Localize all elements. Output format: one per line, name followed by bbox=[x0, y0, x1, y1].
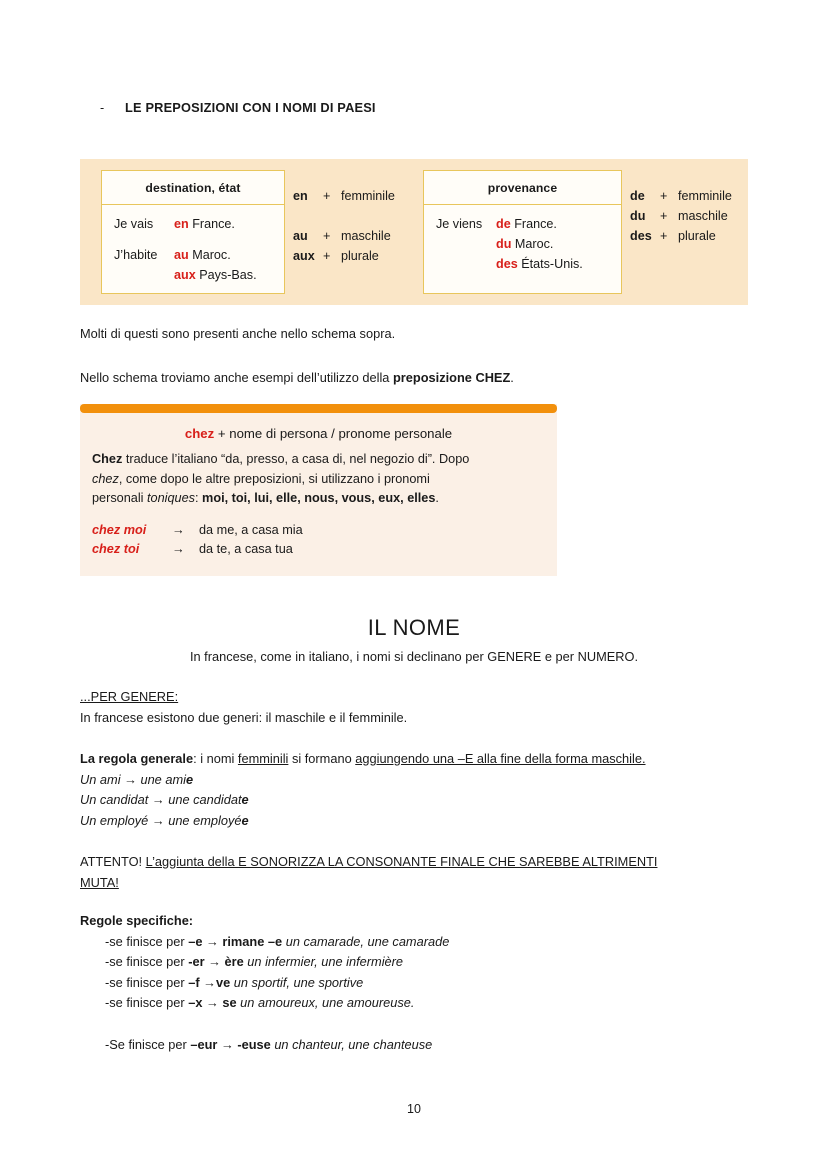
section-heading-title: LE PREPOSIZIONI CON I NOMI DI PAESI bbox=[125, 100, 376, 115]
chez-example-italian: da te, a casa tua bbox=[199, 542, 293, 556]
chez-body-pronouns: moi, toi, lui, elle, nous, vous, eux, elles bbox=[202, 491, 436, 505]
row-rest: France. bbox=[514, 217, 557, 231]
row-rest: Maroc. bbox=[192, 248, 231, 262]
row-rest: Maroc. bbox=[514, 237, 554, 251]
regola-example-suffix: e bbox=[185, 771, 194, 787]
paragraph-schema-sopra: Molti di questi sono presenti anche nello schema sopra. bbox=[80, 326, 396, 341]
regola-example-row bbox=[80, 790, 646, 811]
table-row bbox=[436, 234, 621, 254]
regole-item-pre: -se finisce per bbox=[105, 954, 189, 969]
chez-callout bbox=[80, 404, 557, 576]
legend-gender: plurale bbox=[678, 229, 716, 243]
attento-line-1 bbox=[80, 852, 740, 873]
legend-preposition: de bbox=[630, 189, 645, 203]
legend-gender: femminile bbox=[678, 189, 732, 203]
row-keyword: des bbox=[496, 257, 518, 271]
legend-plus: + bbox=[660, 189, 668, 203]
legend-gender: maschile bbox=[678, 209, 728, 223]
row-spacer bbox=[114, 234, 284, 245]
genere-line: In francese esistono due generi: il maschile e il femminile. bbox=[80, 709, 408, 725]
legend-plus: + bbox=[323, 229, 331, 243]
regola-example-left: Un candidat bbox=[80, 792, 152, 807]
regole-item-pre: -se finisce per bbox=[105, 995, 189, 1010]
provenance-legend bbox=[630, 186, 732, 246]
regole-item-ending: –e bbox=[188, 933, 203, 949]
row-keyword: du bbox=[496, 237, 512, 251]
row-subject: Je viens bbox=[436, 217, 483, 231]
paragraph-chez-intro bbox=[80, 369, 514, 386]
destination-table bbox=[101, 170, 285, 294]
destination-table-body bbox=[102, 205, 284, 285]
arrow-right-icon: → bbox=[172, 522, 185, 537]
section-heading bbox=[100, 100, 376, 115]
arrow-right-icon: → bbox=[172, 542, 185, 556]
regole-item bbox=[80, 952, 449, 973]
legend-gender: femminile bbox=[341, 189, 395, 203]
regole-item-pre: -se finisce per bbox=[105, 933, 189, 949]
regole-item bbox=[80, 932, 449, 953]
legend-preposition: des bbox=[630, 229, 652, 243]
regole-item-result: rimane –e bbox=[222, 933, 283, 949]
regola-example-suffix: e bbox=[241, 812, 249, 828]
regole-item-example: un camarade, une camarade bbox=[285, 933, 450, 949]
row-subject bbox=[436, 234, 496, 254]
chez-example-row bbox=[92, 540, 545, 560]
arrow-right-icon: → bbox=[124, 771, 137, 787]
regole-item-last bbox=[80, 1035, 432, 1056]
page-title: IL NOME bbox=[367, 615, 461, 640]
regole-item-example: un amoureux, une amoureuse. bbox=[240, 995, 415, 1010]
arrow-right-icon: → bbox=[203, 974, 216, 990]
legend-plus: + bbox=[323, 249, 331, 263]
page-number: 10 bbox=[407, 1102, 421, 1116]
regole-specifiche-section bbox=[80, 911, 449, 1014]
chez-body-l2-italic: chez bbox=[92, 471, 119, 486]
regole-item-result: se bbox=[222, 995, 237, 1010]
arrow-right-icon: → bbox=[151, 812, 165, 828]
row-rest: Pays-Bas. bbox=[199, 268, 257, 282]
regola-underline-1: femminili bbox=[237, 751, 289, 766]
regola-lead-bold: La regola generale bbox=[80, 751, 194, 766]
page-subtitle: In francese, come in italiano, i nomi si declinano per GENERE e per NUMERO. bbox=[189, 649, 639, 664]
legend-line bbox=[293, 186, 395, 206]
chez-keyword: chez bbox=[184, 426, 215, 441]
regola-example-right: une ami bbox=[136, 771, 186, 787]
row-keyword: de bbox=[496, 217, 511, 231]
chez-example-italian: da me, a casa mia bbox=[199, 522, 303, 537]
legend-line bbox=[630, 186, 732, 206]
paragraph-chez-intro-post: . bbox=[510, 370, 514, 385]
provenance-table-header: provenance bbox=[424, 171, 621, 205]
row-keyword: au bbox=[174, 248, 189, 262]
legend-spacer bbox=[293, 206, 395, 226]
arrow-right-icon: → bbox=[208, 954, 221, 969]
attento-underlined-1: L’aggiunta della E SONORIZZA LA CONSONANTE FINALE CHE SAREBBE ALTRIMENTI bbox=[145, 854, 658, 869]
chez-callout-body bbox=[80, 450, 557, 509]
chez-body-l2: , come dopo le altre preposizioni, si utilizzano i pronomi bbox=[118, 471, 430, 486]
regole-item-pre: -Se finisce per bbox=[105, 1037, 191, 1052]
table-row bbox=[436, 254, 621, 274]
regole-item-example: un chanteur, une chanteuse bbox=[274, 1037, 433, 1052]
destination-legend bbox=[293, 186, 395, 266]
regola-example-row bbox=[80, 811, 646, 832]
regole-item-example: un infermier, une infermière bbox=[247, 954, 404, 969]
regole-item-ending: –f bbox=[188, 974, 200, 990]
chez-body-line-1 bbox=[92, 450, 545, 470]
legend-preposition: en bbox=[293, 189, 308, 203]
regola-mid-2: si formano bbox=[288, 751, 356, 766]
legend-line bbox=[293, 226, 395, 246]
regola-underline-2: aggiungendo una –E alla fine della forma maschile. bbox=[355, 751, 646, 766]
regole-item-result: ve bbox=[215, 974, 231, 990]
regola-example-left: Un employé bbox=[80, 812, 152, 828]
regole-item bbox=[80, 993, 449, 1014]
chez-title-rest: + nome di persona / pronome personale bbox=[214, 426, 453, 441]
chez-body-l3-italic: toniques bbox=[147, 491, 195, 505]
paragraph-chez-intro-bold: preposizione CHEZ bbox=[392, 370, 511, 385]
regola-example-right: une employé bbox=[164, 812, 242, 828]
row-subject: Je vais bbox=[114, 217, 154, 231]
arrow-right-icon: → bbox=[206, 933, 219, 949]
arrow-right-icon: → bbox=[151, 792, 165, 807]
regole-specifiche-heading: Regole specifiche: bbox=[80, 913, 194, 928]
legend-gender: plurale bbox=[341, 249, 379, 263]
legend-line bbox=[293, 246, 395, 266]
legend-plus: + bbox=[323, 189, 331, 203]
genere-heading: ...PER GENERE: bbox=[80, 689, 179, 704]
chez-body-l3-mid: : bbox=[194, 491, 203, 505]
legend-line bbox=[630, 226, 732, 246]
legend-gender: maschile bbox=[341, 229, 391, 243]
table-row bbox=[114, 245, 284, 265]
chez-example-french: chez toi bbox=[92, 542, 140, 556]
chez-examples bbox=[80, 509, 557, 576]
regola-generale-lead bbox=[80, 749, 646, 770]
regole-item-result: -euse bbox=[237, 1037, 271, 1052]
table-row bbox=[114, 265, 284, 285]
chez-body-l3-post: . bbox=[435, 491, 439, 505]
provenance-table bbox=[423, 170, 622, 294]
legend-preposition: aux bbox=[293, 249, 315, 263]
table-row bbox=[436, 214, 621, 234]
legend-plus: + bbox=[660, 209, 668, 223]
regola-example-row bbox=[80, 770, 646, 791]
regole-item-result: ère bbox=[224, 954, 244, 969]
chez-example-french: chez moi bbox=[92, 522, 147, 537]
prepositions-band bbox=[80, 159, 748, 305]
chez-callout-title bbox=[80, 413, 557, 450]
chez-body-line-2 bbox=[92, 470, 545, 490]
regole-item bbox=[80, 973, 449, 994]
table-row bbox=[114, 214, 284, 234]
chez-example-row bbox=[92, 521, 545, 541]
chez-body-l3-pre: personali bbox=[92, 491, 148, 505]
paragraph-chez-intro-pre: Nello schema troviamo anche esempi dell’utilizzo della bbox=[80, 370, 393, 385]
legend-preposition: au bbox=[293, 229, 308, 243]
attento-prefix: ATTENTO! bbox=[80, 854, 146, 869]
regole-item-example: un sportif, une sportive bbox=[233, 974, 364, 990]
genere-section bbox=[80, 687, 407, 728]
row-rest: France. bbox=[192, 217, 235, 231]
destination-table-header: destination, état bbox=[102, 171, 284, 205]
attento-underlined-2: MUTA! bbox=[80, 874, 119, 890]
chez-body-bold: Chez bbox=[92, 452, 123, 466]
row-keyword: aux bbox=[174, 268, 196, 282]
row-subject bbox=[436, 254, 496, 274]
regola-example-left: Un ami bbox=[80, 771, 125, 787]
chez-body-l1: traduce l’italiano “da, presso, a casa di, nel negozio di”. Dopo bbox=[122, 452, 470, 466]
regola-lead-mid: : i nomi bbox=[193, 751, 238, 766]
regole-item-pre: -se finisce per bbox=[105, 974, 189, 990]
row-rest: États-Unis. bbox=[521, 257, 583, 271]
row-subject: J’habite bbox=[114, 248, 158, 262]
arrow-right-icon: → bbox=[220, 1037, 234, 1052]
arrow-right-icon: → bbox=[206, 995, 219, 1010]
regola-generale-section bbox=[80, 749, 646, 831]
legend-preposition: du bbox=[630, 209, 646, 223]
chez-body-line-3 bbox=[92, 489, 545, 509]
regola-example-right: une candidat bbox=[164, 792, 242, 807]
legend-plus: + bbox=[660, 229, 668, 243]
row-subject bbox=[114, 265, 174, 285]
regole-item-ending: –x bbox=[188, 995, 203, 1010]
row-keyword: en bbox=[174, 217, 189, 231]
bullet-dash-icon: - bbox=[100, 101, 105, 115]
legend-line bbox=[630, 206, 732, 226]
regole-item-ending: –eur bbox=[190, 1037, 218, 1052]
provenance-table-body bbox=[424, 205, 621, 274]
chez-accent-bar bbox=[80, 404, 557, 413]
regole-item-ending: -er bbox=[188, 954, 205, 969]
regola-example-suffix: e bbox=[241, 792, 249, 807]
attento-section bbox=[80, 852, 740, 893]
